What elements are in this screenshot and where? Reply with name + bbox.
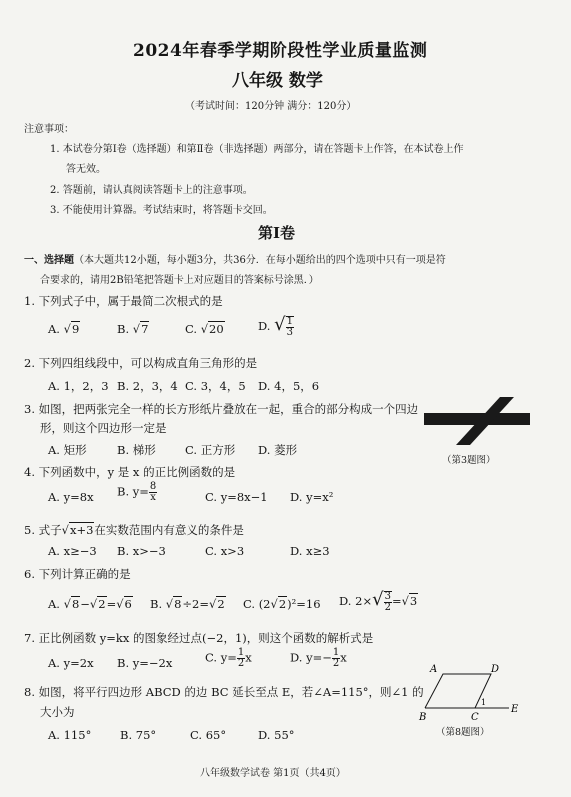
q8-stem-line2: 大小为 — [40, 705, 75, 719]
page-footer: 八年级数学试卷 第1页（共4页） — [200, 768, 346, 779]
q6-option-c: C. (2√2)²=16 — [243, 597, 321, 611]
q4-option-d: D. y=x² — [290, 490, 334, 504]
q8-stem-line1: 8. 如图，将平行四边形 ABCD 的边 BC 延长至点 E，若∠A=115°，则∠1 的 — [24, 685, 424, 699]
q5-option-b: B. x>−3 — [117, 544, 166, 558]
q6-option-a: A. √8−√2=√6 — [48, 597, 132, 611]
part1-desc — [24, 251, 446, 266]
q7-option-c: C. y= $\frac{1}{2}$ x — [205, 647, 252, 669]
q2-option-d: D. 4，5，6 — [258, 379, 320, 393]
q8-figure-caption: （第8题图） — [436, 727, 490, 738]
q5-option-d: D. x≥3 — [290, 544, 330, 558]
q8-label-c: C — [471, 712, 479, 722]
q4-option-a: A. y=8x — [48, 490, 94, 504]
q7-option-a: A. y=2x — [48, 656, 94, 670]
q6-option-d: D. 2×√ $\frac{3}{2}$ =√3 — [339, 589, 418, 613]
q7-option-d: D. y=− $\frac{1}{2}$ x — [290, 647, 347, 669]
exam-info: （考试时间：120分钟 满分：120分） — [185, 101, 357, 112]
q3-option-d: D. 菱形 — [258, 443, 298, 457]
q3-stem-line2: 形，则这个四边形一定是 — [40, 421, 167, 435]
q1-option-d: D. √ $\frac{1}{3}$ — [258, 314, 293, 338]
q8-label-e: E — [511, 704, 519, 715]
q7-stem: 7. 正比例函数 y=kx 的图象经过点(−2，1)，则这个函数的解析式是 — [24, 631, 374, 645]
q8-label-d: D — [491, 664, 500, 675]
q8-label-angle-1: 1 — [481, 698, 487, 707]
q4-stem: 4. 下列函数中，y 是 x 的正比例函数的是 — [24, 465, 236, 479]
exam-title: 2024年春季学期阶段性学业质量监测 — [133, 41, 428, 61]
q2-stem: 2. 下列四组线段中，可以构成直角三角形的是 — [24, 356, 258, 370]
q2-option-a: A. 1，2，3 — [48, 379, 109, 393]
exam-subject: 八年级 数学 — [232, 71, 323, 91]
q3-stem-line1: 3. 如图，把两张完全一样的长方形纸片叠放在一起，重合的部分构成一个四边 — [24, 402, 419, 416]
section-title: 第Ⅰ卷 — [258, 224, 296, 242]
notice-item-3: 3. 不能使用计算器。考试结束时，将答题卡交回。 — [50, 205, 273, 216]
q8-figure — [415, 660, 525, 722]
q2-option-b: B. 2，3，4 — [117, 379, 178, 393]
notice-heading: 注意事项： — [24, 124, 74, 135]
q8-option-a: A. 115° — [48, 728, 92, 742]
q8-option-d: D. 55° — [258, 728, 295, 742]
q2-option-c: C. 3，4，5 — [185, 379, 246, 393]
q3-figure — [420, 393, 535, 448]
notice-item-1-cont: 答无效。 — [66, 164, 106, 175]
q8-option-b: B. 75° — [120, 728, 157, 742]
q1-option-a: A. √9 — [48, 322, 80, 336]
q8-label-b: B — [419, 712, 427, 722]
notice-item-1: 1. 本试卷分第Ⅰ卷（选择题）和第Ⅱ卷（非选择题）两部分，请在答题卡上作答，在本试卷上作 — [50, 144, 464, 155]
part1-label: 一、选择题 — [24, 255, 74, 266]
notice-item-2: 2. 答题前，请认真阅读答题卡上的注意事项。 — [50, 185, 253, 196]
part1-desc-line1: （本大题共12小题，每小题3分，共36分．在每小题给出的四个选项中只有一项是符 — [74, 255, 446, 266]
part1-desc-line2: 合要求的，请用2B铅笔把答题卡上对应题目的答案标号涂黑．） — [40, 275, 319, 286]
q1-option-b: B. √7 — [117, 322, 149, 336]
q5-option-c: C. x>3 — [205, 544, 245, 558]
q6-option-b: B. √8÷2=√2 — [150, 597, 225, 611]
q3-figure-caption: （第3题图） — [442, 455, 496, 466]
q5-option-a: A. x≥−3 — [48, 544, 97, 558]
q8-option-c: C. 65° — [190, 728, 227, 742]
q1-stem: 1. 下列式子中，属于最简二次根式的是 — [24, 294, 223, 308]
q4-option-b: B. y= $\frac{8}{x}$ — [117, 481, 157, 503]
q7-option-b: B. y=−2x — [117, 656, 173, 670]
q3-option-c: C. 正方形 — [185, 443, 236, 457]
q8-label-a: A — [430, 664, 438, 675]
q1-option-c: C. √20 — [185, 322, 224, 336]
q4-option-c: C. y=8x−1 — [205, 490, 268, 504]
q5-stem: 5. 式子√x+3在实数范围内有意义的条件是 — [24, 523, 244, 537]
q3-option-a: A. 矩形 — [48, 443, 87, 457]
q6-stem: 6. 下列计算正确的是 — [24, 567, 131, 581]
q3-option-b: B. 梯形 — [117, 443, 156, 457]
